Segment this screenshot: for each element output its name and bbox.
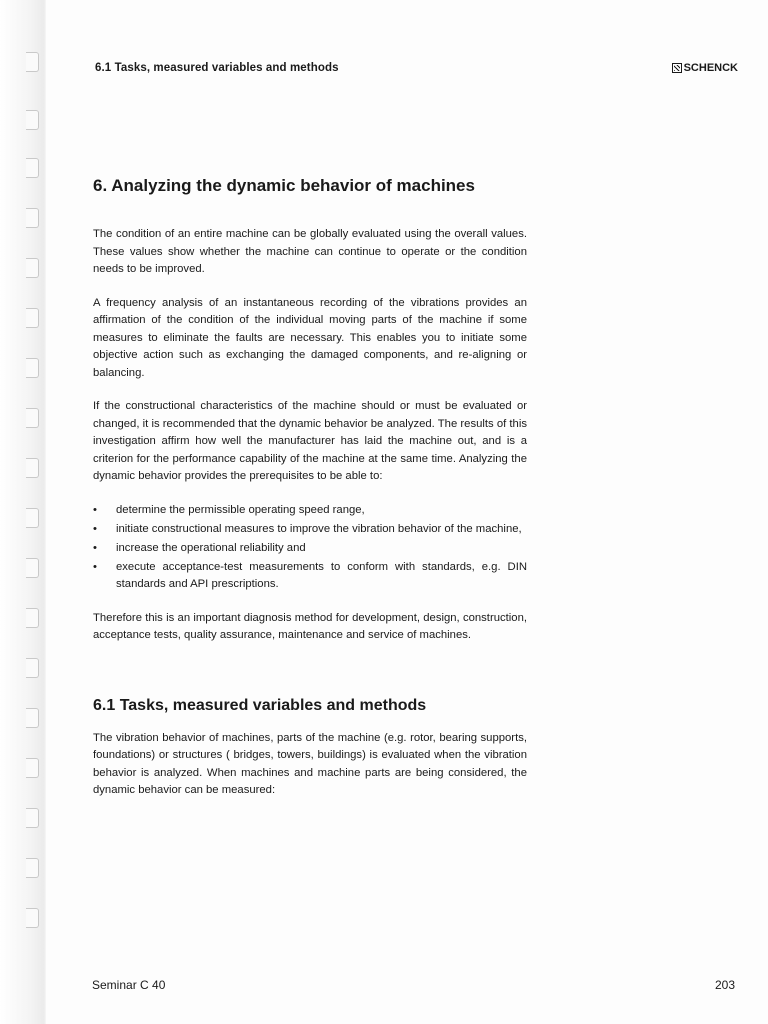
binder-edge: [0, 0, 46, 1024]
binder-hole: [26, 408, 39, 428]
list-item-text: determine the permissible operating speed range,: [116, 503, 365, 516]
binder-hole: [26, 608, 39, 628]
list-item: [93, 559, 527, 594]
bullet-icon: •: [93, 541, 97, 554]
binder-hole: [26, 808, 39, 828]
binder-hole: [26, 758, 39, 778]
binder-hole: [26, 52, 39, 72]
bullet-icon: •: [93, 560, 97, 573]
binder-hole: [26, 158, 39, 178]
binder-hole: [26, 358, 39, 378]
binder-hole: [26, 658, 39, 678]
page-body: [93, 175, 527, 816]
list-item-text: execute acceptance-test measurements to conform with standards, e.g. DIN standards and API prescriptions.: [116, 560, 527, 590]
paragraph: The condition of an entire machine can be globally evaluated using the overall values. These values show whether the machine can continue to operate or the condition needs to be improved.: [93, 228, 527, 275]
section-6-1-heading: 6.1 Tasks, measured variables and methods: [93, 696, 427, 714]
logo-text: SCHENCK: [683, 62, 738, 74]
paragraph: The vibration behavior of machines, parts of the machine (e.g. rotor, bearing supports, foundations) or structures ( bridges, towers, buildings) is evaluated when the vibration behavior is analyzed. When machines and machine parts are being considered, the dynamic behavior can be measured:: [93, 731, 527, 796]
section-6-heading: 6. Analyzing the dynamic behavior of machines: [93, 176, 475, 195]
bullet-icon: •: [93, 503, 97, 516]
list-item-text: initiate constructional measures to improve the vibration behavior of the machine,: [116, 522, 522, 535]
company-logo: [672, 62, 738, 74]
closing-paragraph: Therefore this is an important diagnosis method for development, design, construction, acceptance tests, quality assurance, maintenance and service of machines.: [93, 611, 527, 641]
binder-hole: [26, 258, 39, 278]
footer-course-label: Seminar C 40: [92, 978, 166, 992]
list-item: [93, 540, 527, 558]
binder-hole: [26, 908, 39, 928]
page-number: 203: [714, 978, 735, 992]
binder-hole: [26, 308, 39, 328]
paragraph: A frequency analysis of an instantaneous recording of the vibrations provides an affirmation of the condition of the individual moving parts of the machine if some measures to eliminate the faults are necessary. This enables you to initiate some objective action such as exchanging the damaged components, and re-aligning or balancing.: [93, 296, 527, 379]
binder-hole: [26, 558, 39, 578]
binder-hole: [26, 858, 39, 878]
list-item: [93, 521, 527, 539]
running-header: 6.1 Tasks, measured variables and methods: [95, 62, 339, 74]
list-item: [93, 502, 527, 520]
prerequisites-list: [93, 502, 527, 594]
list-item-text: increase the operational reliability and: [116, 541, 306, 554]
binder-hole: [26, 208, 39, 228]
paragraph: If the constructional characteristics of the machine should or must be evaluated or changed, it is recommended that the dynamic behavior be analyzed. The results of this investigation affirm how well the manufacturer has laid the machine out, and is a criterion for the performance capability of the machine at the same time. Analyzing the dynamic behavior provides the prerequisites to be able to:: [93, 400, 527, 482]
binder-hole: [26, 110, 39, 130]
bullet-icon: •: [93, 522, 97, 535]
binder-hole: [26, 708, 39, 728]
schenck-logo-mark-icon: [672, 63, 682, 73]
binder-hole: [26, 458, 39, 478]
binder-hole: [26, 508, 39, 528]
